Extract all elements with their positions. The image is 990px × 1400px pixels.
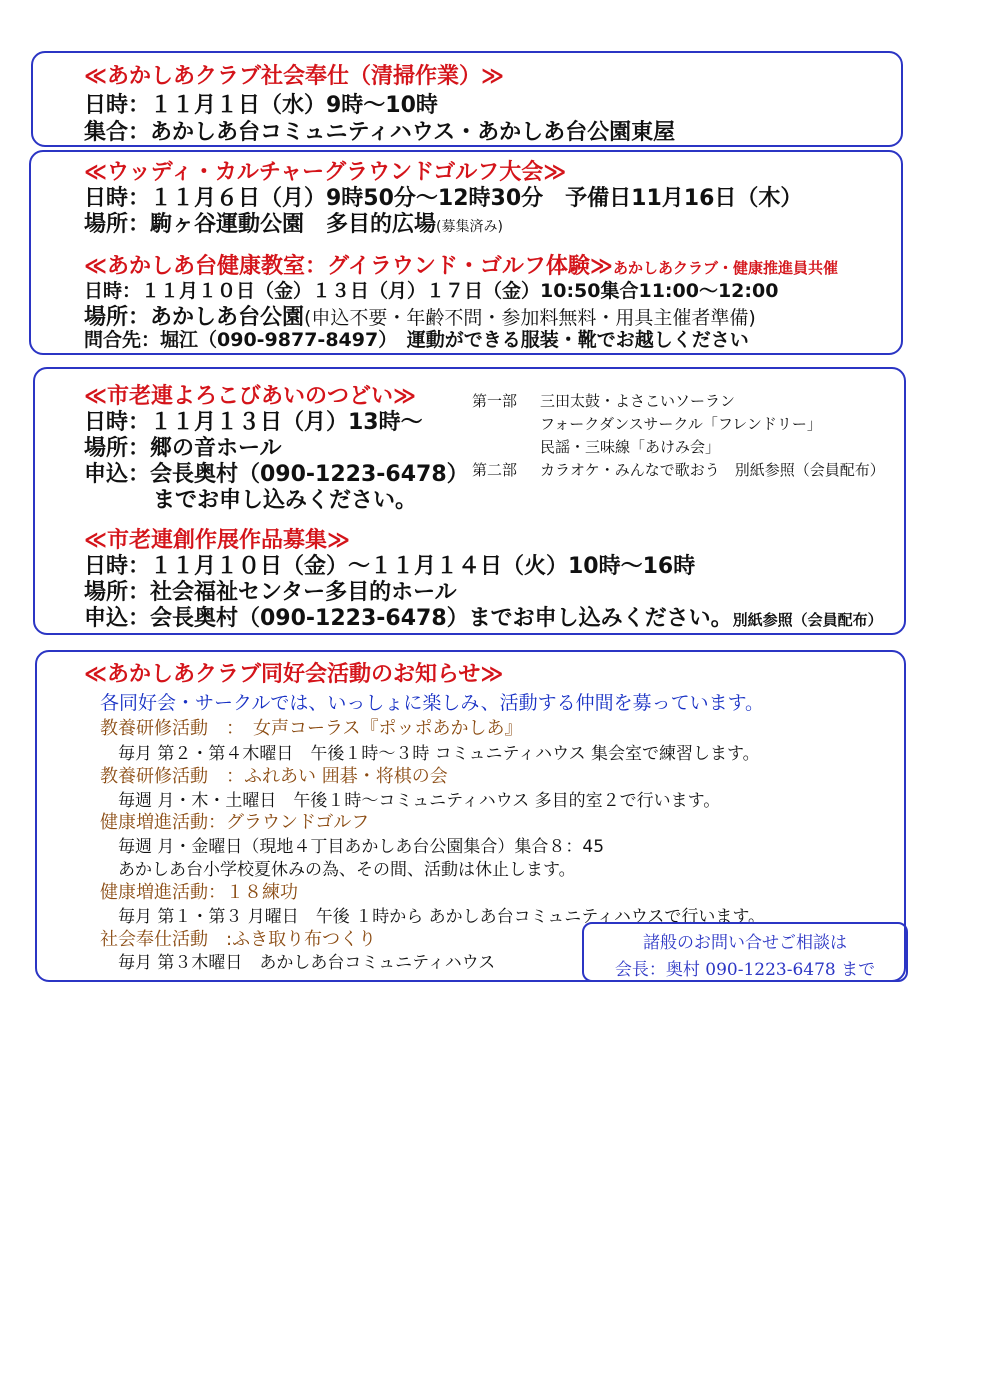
health-class-title: ≪あかしあ台健康教室：グイラウンド・ゴルフ体験≫ xyxy=(84,254,613,279)
health-class-place-text: 場所：あかしあ台公園 xyxy=(84,305,305,330)
groundgolf-place-text: 場所：駒ヶ谷運動公園 多目的広場 xyxy=(84,212,437,237)
program-part1-item1: 三田太鼓・よさこいソーラン xyxy=(540,392,736,410)
health-class-contact: 問合先：堀江（090-9877-8497） 運動ができる服装・靴でお越しください xyxy=(84,329,749,351)
exhibition-date: 日時：１１月１０日（金）〜１１月１４日（火）10時〜16時 xyxy=(84,554,696,579)
gathering-apply-cont: までお申し込みください。 xyxy=(153,488,418,513)
cleaning-meeting-place: 集合：あかしあ台コミュニティハウス・あかしあ台公園東屋 xyxy=(84,120,676,145)
exhibition-apply-note: 別紙参照（会員配布） xyxy=(732,611,883,629)
contact-box xyxy=(582,922,908,982)
exhibition-place: 場所：社会福祉センター多目的ホール xyxy=(84,580,457,605)
exhibition-title: ≪市老連創作展作品募集≫ xyxy=(84,528,351,553)
groundgolf-date: 日時：１１月６日（月）9時50分〜12時30分 予備日11月16日（木） xyxy=(84,186,803,211)
cleaning-title: ≪あかしあクラブ社会奉仕（清掃作業）≫ xyxy=(84,64,505,89)
activity-groundgolf-schedule: 毎週 月・金曜日（現地４丁目あかしあ台公園集合）集合８：45 xyxy=(118,837,605,857)
contact-line1: 諸般のお問い合せご相談は xyxy=(643,933,847,953)
activity-qigong-heading: 健康増進活動：１８練功 xyxy=(100,882,298,903)
contact-line2: 会長：奥村 090-1223-6478 まで xyxy=(614,960,876,980)
program-part1-item3: 民謡・三味線「あけみ会」 xyxy=(540,438,721,456)
program-part1-label: 第一部 xyxy=(472,392,518,410)
health-class-place-note: (申込不要・年齢不問・参加料無料・用具主催者準備) xyxy=(304,307,756,329)
groundgolf-place xyxy=(84,207,503,238)
activities-intro: 各同好会・サークルでは、いっしょに楽しみ、活動する仲間を募っています。 xyxy=(100,692,765,714)
gathering-title: ≪市老連よろこびあいのつどい≫ xyxy=(84,384,417,409)
activity-qigong-schedule: 毎月 第１・第３ 月曜日 午後 １時から あかしあ台コミュニティハウスで行います。 xyxy=(118,907,766,927)
activity-cloth-heading: 社会奉仕活動 :ふき取り布つくり xyxy=(100,929,377,950)
activity-groundgolf-heading: 健康増進活動：グラウンドゴルフ xyxy=(100,812,370,833)
activity-go-shogi-schedule: 毎週 月・木・土曜日 午後１時〜コミュニティハウス 多目的室２で行います。 xyxy=(118,791,721,811)
gathering-apply: 申込：会長奥村（090-1223-6478） xyxy=(84,462,469,487)
activity-go-shogi-heading: 教養研修活動 ：ふれあい 囲碁・将棋の会 xyxy=(100,766,448,787)
activity-chorus-schedule: 毎月 第２・第４木曜日 午後１時〜３時 コミュニティハウス 集会室で練習します。 xyxy=(118,744,760,764)
exhibition-apply-text: 申込：会長奥村（090-1223-6478）までお申し込みください。 xyxy=(84,606,733,631)
cleaning-date: 日時：１１月１日（水）9時〜10時 xyxy=(84,93,438,118)
activities-title: ≪あかしあクラブ同好会活動のお知らせ≫ xyxy=(84,662,504,687)
program-part2-item1: カラオケ・みんなで歌おう 別紙参照（会員配布） xyxy=(540,461,885,479)
program-part2-label: 第二部 xyxy=(472,461,518,479)
program-part1-item2: フォークダンスサークル「フレンドリー」 xyxy=(540,415,822,433)
activity-cloth-schedule: 毎月 第３木曜日 あかしあ台コミュニティハウス xyxy=(118,953,496,973)
health-class-cohost: あかしあクラブ・健康推進員共催 xyxy=(612,259,838,277)
health-class-date: 日時：１１月１０日（金）１３日（月）１７日（金）10:50集合11:00〜12:00 xyxy=(84,280,779,302)
activity-groundgolf-note: あかしあ台小学校夏休みの為、その間、活動は休止します。 xyxy=(118,860,576,880)
exhibition-apply xyxy=(84,601,883,632)
groundgolf-title: ≪ウッディ・カルチャーグラウンドゴルフ大会≫ xyxy=(84,160,567,185)
gathering-place: 場所：郷の音ホール xyxy=(84,436,282,461)
activity-chorus-heading: 教養研修活動 ： 女声コーラス『ポッポあかしあ』 xyxy=(100,718,523,739)
groundgolf-place-note: (募集済み) xyxy=(436,219,503,235)
gathering-date: 日時：１１月１３日（月）13時〜 xyxy=(84,410,423,435)
